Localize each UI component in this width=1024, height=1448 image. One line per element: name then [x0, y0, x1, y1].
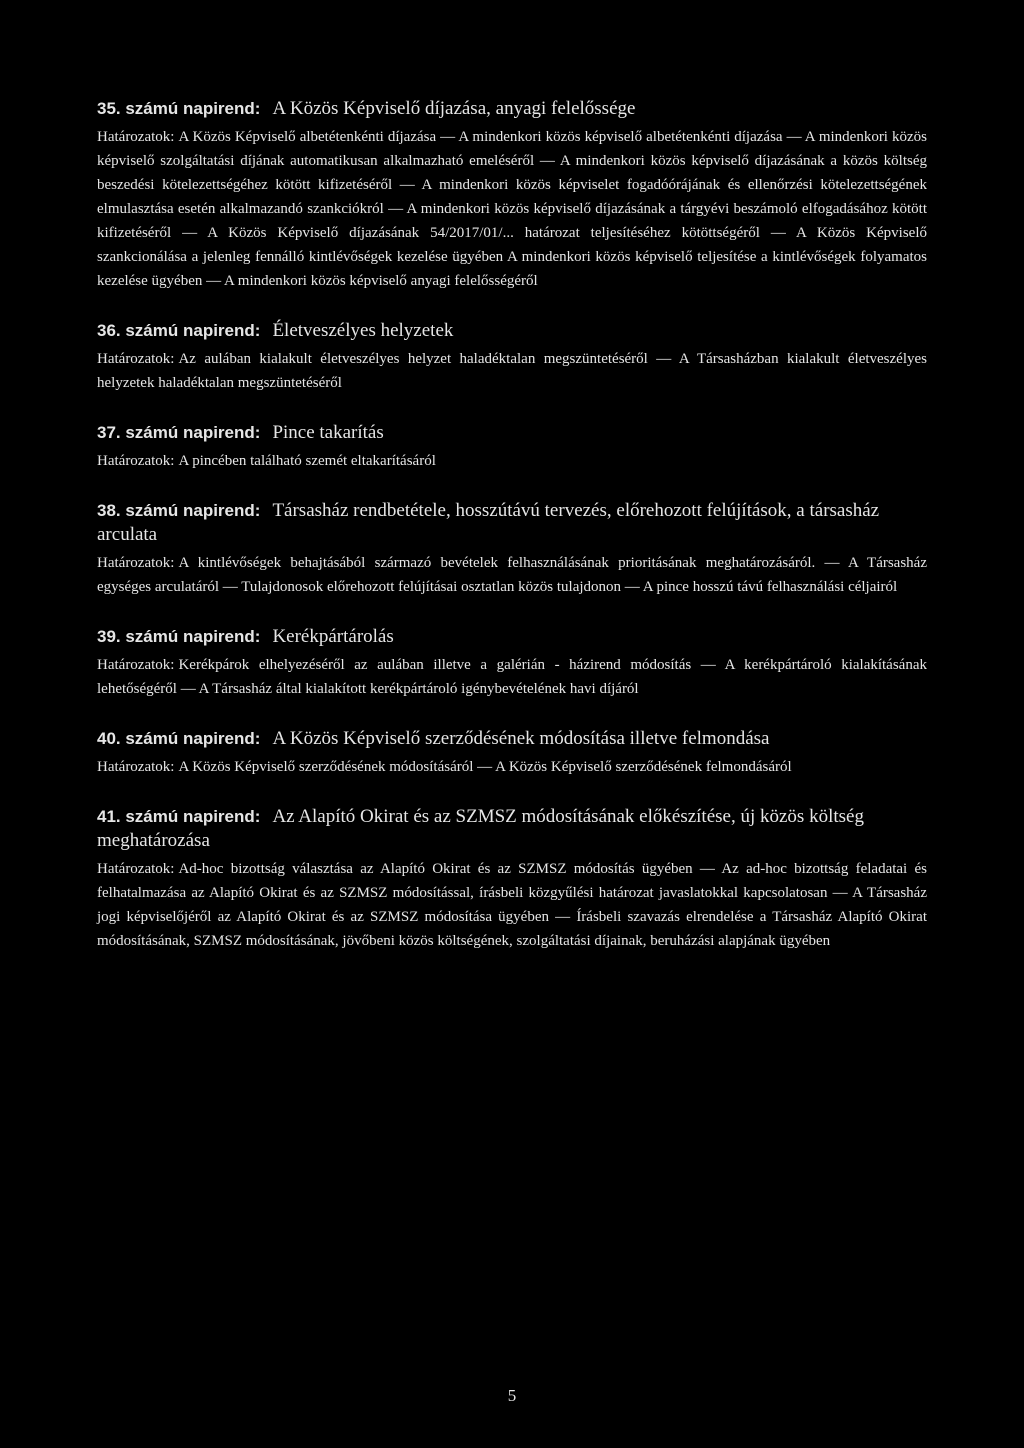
agenda-item-37 [97, 421, 927, 473]
agenda-number: 39. számú napirend: [97, 627, 261, 646]
decisions-label: Határozatok: [97, 657, 175, 673]
agenda-heading [97, 97, 927, 121]
agenda-decisions [97, 755, 927, 779]
decisions-text: A pincében található szemét eltakarításáról [178, 453, 436, 469]
decisions-text: Kerékpárok elhelyezéséről az aulában illetve a galérián - házirend módosítás — A kerékpártároló kialakításának lehetőségéről — A Társasház által kialakított kerékpártároló igénybevételének havi díjáról [97, 657, 927, 697]
agenda-item-40 [97, 727, 927, 779]
agenda-heading [97, 319, 927, 343]
agenda-heading [97, 499, 927, 547]
page-content [97, 97, 927, 979]
agenda-number: 41. számú napirend: [97, 807, 261, 826]
agenda-decisions [97, 347, 927, 395]
agenda-title: Az Alapító Okirat és az SZMSZ módosításának előkészítése, új közös költség meghatározása [97, 806, 864, 851]
agenda-title: Pince takarítás [272, 422, 384, 443]
agenda-item-39 [97, 625, 927, 701]
page-number: 5 [507, 1386, 517, 1405]
agenda-item-41 [97, 805, 927, 953]
agenda-heading [97, 727, 927, 751]
agenda-item-35 [97, 97, 927, 293]
agenda-decisions [97, 125, 927, 293]
decisions-text: A kintlévőségek behajtásából származó bevételek felhasználásának prioritásának meghatározásáról. — A Társasház egységes arculatáról — Tulajdonosok előrehozott felújításai osztatlan közös tulajdonon — A pince hosszú távú felhasználási céljairól [97, 555, 927, 595]
decisions-text: Ad-hoc bizottság választása az Alapító Okirat és az SZMSZ módosítás ügyében — Az ad-hoc bizottság feladatai és felhatalmazása az Alapító Okirat és az SZMSZ módosítással, írásbeli közgyűlési határozat javaslatokkal kapcsolatosan — A Társasház jogi képviselőjéről az Alapító Okirat és az SZMSZ módosítása ügyében — Írásbeli szavazás elrendelése a Társasház Alapító Okirat módosításának, SZMSZ módosításának, jövőbeni közös költségének, szolgáltatási díjainak, beruházási alapjának ügyében [97, 861, 927, 949]
agenda-title: Kerékpártárolás [272, 626, 394, 647]
decisions-text: Az aulában kialakult életveszélyes helyzet haladéktalan megszüntetéséről — A Társasházban kialakult életveszélyes helyzetek haladéktalan megszüntetéséről [97, 351, 927, 391]
agenda-item-38 [97, 499, 927, 599]
agenda-number: 37. számú napirend: [97, 423, 261, 442]
decisions-label: Határozatok: [97, 351, 175, 367]
agenda-decisions [97, 449, 927, 473]
agenda-number: 38. számú napirend: [97, 501, 261, 520]
agenda-title: Életveszélyes helyzetek [272, 320, 454, 341]
decisions-text: A Közös Képviselő szerződésének módosításáról — A Közös Képviselő szerződésének felmondásáról [178, 759, 792, 775]
agenda-decisions [97, 857, 927, 953]
decisions-label: Határozatok: [97, 555, 175, 571]
decisions-label: Határozatok: [97, 453, 175, 469]
agenda-heading [97, 805, 927, 853]
decisions-label: Határozatok: [97, 759, 175, 775]
agenda-decisions [97, 551, 927, 599]
agenda-title: Társasház rendbetétele, hosszútávú tervezés, előrehozott felújítások, a társasház arculata [97, 500, 880, 545]
agenda-number: 36. számú napirend: [97, 321, 261, 340]
agenda-number: 40. számú napirend: [97, 729, 261, 748]
agenda-item-36 [97, 319, 927, 395]
agenda-heading [97, 625, 927, 649]
agenda-title: A Közös Képviselő szerződésének módosítása illetve felmondása [272, 728, 770, 749]
agenda-decisions [97, 653, 927, 701]
decisions-label: Határozatok: [97, 861, 175, 877]
decisions-text: A Közös Képviselő albetétenkénti díjazása — A mindenkori közös képviselő albetétenkénti díjazása — A mindenkori közös képviselő szolgáltatási díjának automatikusan alkalmazható emeléséről — A mindenkori közös képviselő díjazásának a közös költség beszedési kötelezettségéhez kötött kifizetéséről — A mindenkori közös képviselet fogadóórájának és ellenőrzési kötelezettségének elmulasztása esetén alkalmazandó szankciókról — A mindenkori közös képviselő díjazásának a tárgyévi beszámoló elfogadásához kötött kifizetéséről — A Közös Képviselő díjazásának 54/2017/01/... határozat teljesítéséhez kötöttségéről — A Közös Képviselő szankcionálása a jelenleg fennálló kintlévőségek kezelése ügyében A mindenkori közös képviselő teljesítése a kintlévőségek folyamatos kezelése ügyében — A mindenkori közös képviselő anyagi felelősségéről [97, 129, 927, 289]
agenda-number: 35. számú napirend: [97, 99, 261, 118]
decisions-label: Határozatok: [97, 129, 175, 145]
agenda-heading [97, 421, 927, 445]
agenda-title: A Közös Képviselő díjazása, anyagi felelőssége [272, 98, 636, 119]
